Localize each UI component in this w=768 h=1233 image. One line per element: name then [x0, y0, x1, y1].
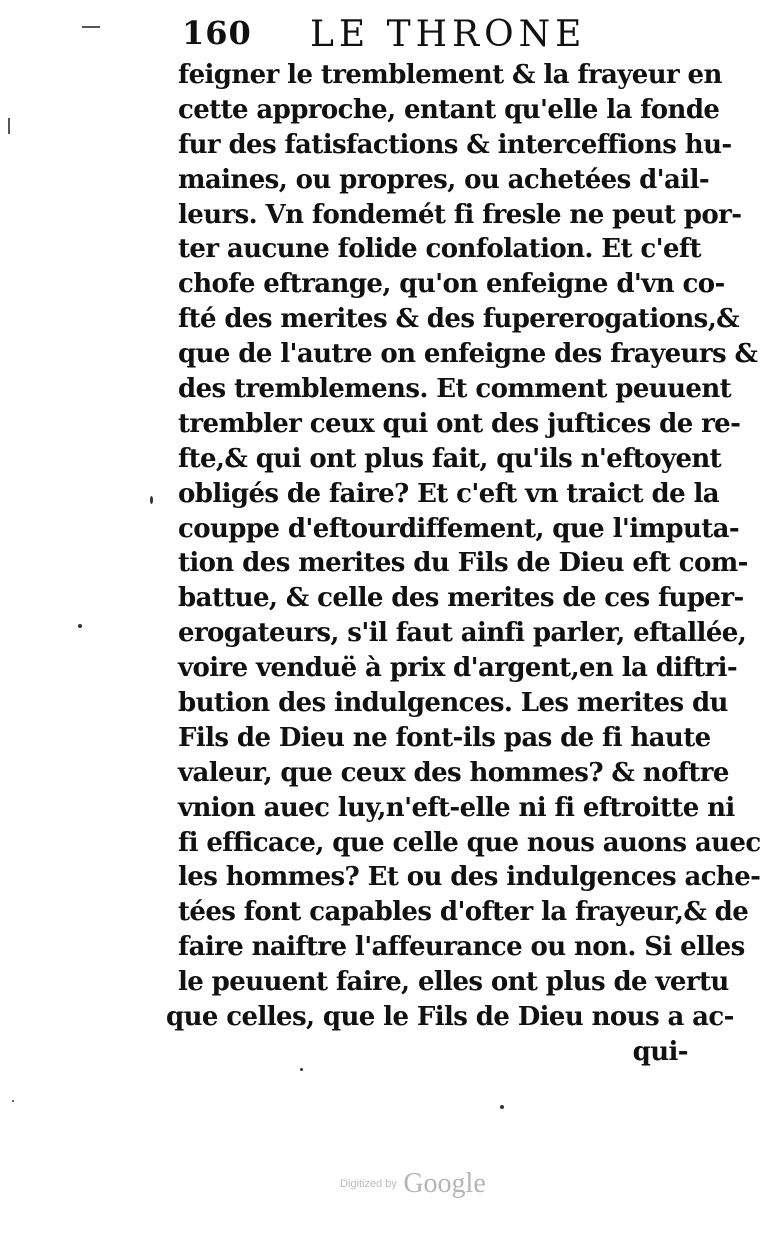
text-line: couppe d'eftourdiffement, que l'imputa-: [178, 513, 740, 544]
page-number: 160: [182, 14, 252, 52]
text-line: bution des indulgences. Les merites du: [178, 688, 728, 719]
text-line: tion des merites du Fils de Dieu eft com-: [178, 548, 748, 579]
page-header: [180, 14, 700, 54]
text-line: fi efficace, que celle que nous auons auec: [178, 827, 761, 858]
scan-mark: [82, 26, 100, 28]
text-line: trembler ceux qui ont des juftices de re-: [178, 408, 741, 439]
text-line: que de l'autre on enfeigne des frayeurs &: [178, 339, 758, 370]
text-line: erogateurs, s'il faut ainfi parler, eftallée,: [178, 618, 747, 649]
text-line: battue, & celle des merites de ces fuper-: [178, 583, 744, 614]
catchword: qui-: [632, 1036, 688, 1067]
text-line: chofe eftrange, qu'on enfeigne d'vn co-: [178, 269, 725, 300]
text-line: des tremblemens. Et comment peuuent: [178, 374, 732, 405]
body-text: [166, 58, 761, 1070]
running-title: LE THRONE: [310, 14, 587, 55]
text-line: faire naiftre l'affeurance ou non. Si elles: [178, 932, 745, 963]
text-line: le peuuent faire, elles ont plus de vertu: [178, 967, 729, 998]
text-line: voire venduë à prix d'argent,en la diftri-: [178, 653, 738, 684]
text-line: leurs. Vn fondemét fi fresle ne peut por-: [178, 199, 742, 230]
text-line: tées font capables d'ofter la frayeur,& de: [178, 897, 749, 928]
text-line: obligés de faire? Et c'eft vn traict de la: [178, 478, 720, 509]
text-line: ter aucune folide confolation. Et c'eft: [178, 234, 701, 265]
scan-speck: [500, 1105, 504, 1109]
text-line: feigner le tremblement & la frayeur en: [178, 60, 722, 90]
text-line: fté des merites & des fupererogations,&: [178, 304, 740, 335]
scan-speck: [300, 1068, 303, 1071]
text-line: valeur, que ceux des hommes? & noftre: [178, 757, 729, 788]
text-line: vnion auec luy,n'eft-elle ni fi eftroitte ni: [178, 792, 735, 823]
scan-speck: [78, 624, 82, 628]
text-line: Fils de Dieu ne font-ils pas de fi haute: [178, 722, 711, 753]
watermark-prefix: Digitized by: [340, 1178, 397, 1190]
text-line: les hommes? Et ou des indulgences ache-: [178, 862, 761, 893]
text-line: que celles, que le Fils de Dieu nous a ac-: [166, 1002, 734, 1033]
digitized-watermark: [340, 1168, 486, 1200]
text-line: maines, ou propres, ou achetées d'ail-: [178, 164, 710, 195]
text-line: fte,& qui ont plus fait, qu'ils n'eftoyent: [178, 443, 722, 474]
scan-mark: [8, 118, 10, 134]
google-logo: Google: [403, 1168, 486, 1199]
text-line: cette approche, entant qu'elle la fonde: [178, 94, 720, 125]
scan-speck: [150, 496, 153, 504]
scan-speck: [12, 1100, 14, 1102]
text-line: fur des fatisfactions & interceffions hu-: [178, 129, 732, 160]
